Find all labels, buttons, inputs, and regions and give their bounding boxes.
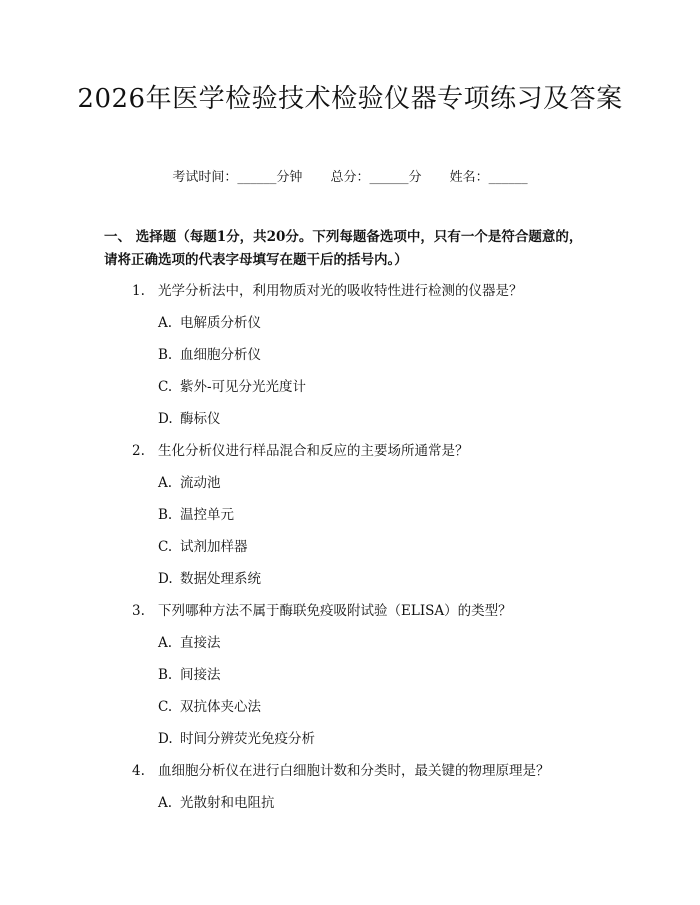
option-letter: D. <box>158 571 173 587</box>
option-4a <box>158 793 578 813</box>
option-letter: B. <box>158 667 173 683</box>
option-text: 数据处理系统 <box>180 571 261 587</box>
option-letter: A. <box>158 475 173 491</box>
option-3b <box>158 665 578 685</box>
option-text: 光散射和电阻抗 <box>180 795 275 811</box>
option-2c <box>158 537 578 557</box>
question-2 <box>132 441 592 461</box>
total-score-field: 总分：______分 <box>330 170 422 185</box>
option-letter: D. <box>158 731 173 747</box>
option-text: 时间分辨荧光免疫分析 <box>180 731 315 747</box>
name-field: 姓名：______ <box>449 170 528 185</box>
question-text: 血细胞分析仪在进行白细胞计数和分类时，最关键的物理原理是？ <box>158 763 550 779</box>
question-number: 1. <box>132 283 145 299</box>
option-1a <box>158 313 578 333</box>
option-text: 温控单元 <box>180 507 234 523</box>
option-3c <box>158 697 578 717</box>
question-text: 生化分析仪进行样品混合和反应的主要场所通常是？ <box>158 443 469 459</box>
option-1d <box>158 409 578 429</box>
option-text: 流动池 <box>180 475 221 491</box>
question-number: 2. <box>132 443 145 459</box>
document-title: 2026年医学检验技术检验仪器专项练习及答案 <box>77 84 623 114</box>
question-1 <box>132 281 592 301</box>
option-1c <box>158 377 578 397</box>
option-3d <box>158 729 578 749</box>
option-letter: A. <box>158 635 173 651</box>
option-2d <box>158 569 578 589</box>
option-text: 间接法 <box>180 667 221 683</box>
question-text: 下列哪种方法不属于酶联免疫吸附试验（ELISA）的类型？ <box>158 603 512 619</box>
section-heading: 一、 选择题（每题1分，共20分。下列每题备选项中，只有一个是符合题意的，请将正确选项的代表字母填写在题干后的括号内。） <box>104 229 583 268</box>
option-letter: D. <box>158 411 173 427</box>
option-text: 酶标仪 <box>180 411 221 427</box>
option-text: 电解质分析仪 <box>180 315 261 331</box>
option-text: 直接法 <box>180 635 221 651</box>
option-letter: C. <box>158 539 173 555</box>
option-text: 双抗体夹心法 <box>180 699 261 715</box>
option-letter: C. <box>158 379 173 395</box>
option-letter: B. <box>158 347 173 363</box>
option-1b <box>158 345 578 365</box>
option-2b <box>158 505 578 525</box>
exam-meta-line <box>0 168 700 188</box>
option-text: 紫外-可见分光光度计 <box>180 379 307 395</box>
question-number: 3. <box>132 603 145 619</box>
option-letter: A. <box>158 315 173 331</box>
option-letter: C. <box>158 699 173 715</box>
option-letter: B. <box>158 507 173 523</box>
option-3a <box>158 633 578 653</box>
option-text: 试剂加样器 <box>180 539 248 555</box>
option-text: 血细胞分析仪 <box>180 347 261 363</box>
question-text: 光学分析法中，利用物质对光的吸收特性进行检测的仪器是？ <box>158 283 523 299</box>
question-number: 4. <box>132 763 145 779</box>
question-3 <box>132 601 592 621</box>
question-4 <box>132 761 592 781</box>
exam-time-field: 考试时间：______分钟 <box>172 170 303 185</box>
option-2a <box>158 473 578 493</box>
option-letter: A. <box>158 795 173 811</box>
